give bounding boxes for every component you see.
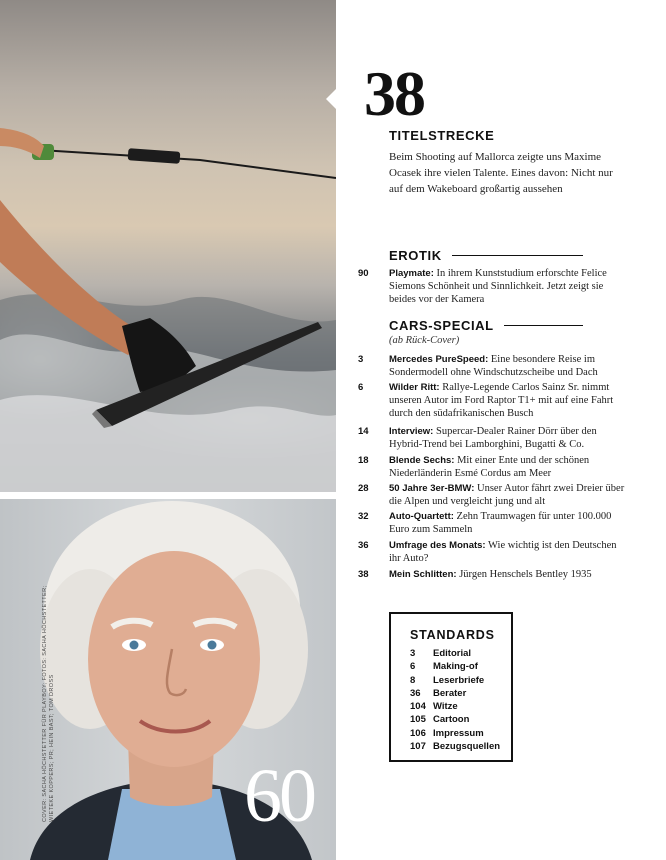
standards-item[interactable] [410, 727, 511, 740]
standards-item-page: 36 [410, 687, 421, 699]
toc-entry-keyword: Umfrage des Monats: [389, 540, 486, 551]
photo-credit [42, 585, 56, 822]
toc-entry[interactable] [358, 454, 628, 480]
toc-entry-keyword: Playmate: [389, 268, 434, 279]
standards-item[interactable] [410, 740, 511, 753]
toc-entry-page: 18 [358, 455, 369, 466]
standards-item-label: Impressum [433, 727, 484, 739]
toc-entry-keyword: 50 Jahre 3er-BMW: [389, 483, 475, 494]
toc-entry-keyword: Blende Sechs: [389, 455, 455, 466]
wakeboard-scene [0, 0, 336, 492]
toc-entry-text: Zehn Traumwagen für unter 100.000 Euro zum Sammeln [389, 511, 612, 535]
toc-entry-page: 14 [358, 426, 369, 437]
toc-entry-text: Mit einer Ente und der schönen Niederländerin Esmé Cordus am Meer [389, 455, 590, 479]
standards-item-label: Editorial [433, 648, 472, 659]
standards-title: STANDARDS [410, 628, 495, 642]
lead-title: TITELSTRECKE [389, 128, 495, 143]
standards-item-label: Leserbriefe [433, 674, 485, 686]
standards-item-page: 3 [410, 648, 416, 659]
standards-item-label: Bezugsquellen [433, 741, 501, 753]
toc-entry-text: Rallye-Legende Carlos Sainz Sr. nimmt unseren Autor im Ford Raptor T1+ mit auf eine Fahrt durch den südafrikanischen Busch [389, 382, 614, 419]
toc-entry-body [389, 539, 628, 565]
toc-entry-keyword: Mercedes PureSpeed: [389, 354, 489, 365]
standards-item[interactable] [410, 687, 511, 700]
standards-item-page: 105 [410, 714, 426, 726]
toc-entry-page: 3 [358, 354, 364, 365]
toc-entry[interactable] [358, 425, 628, 451]
toc-entry[interactable] [358, 381, 628, 420]
toc-entry-body [389, 381, 628, 420]
toc-entry-body [389, 267, 628, 306]
toc-entry-page: 32 [358, 511, 369, 522]
toc-entry[interactable] [358, 353, 628, 379]
toc-entry-body [389, 568, 628, 581]
standards-item-page: 106 [410, 727, 426, 739]
toc-entry[interactable] [358, 267, 628, 306]
toc-entry-text: Supercar-Dealer Rainer Dörr über den Hybrid-Trend bei Lamborghini, Bugatti & Co. [389, 426, 597, 450]
section-erotik-title: EROTIK [389, 248, 442, 263]
toc-entry-body [389, 425, 628, 451]
standards-box [389, 612, 513, 762]
toc-entry-body [389, 510, 628, 536]
toc-entry[interactable] [358, 482, 628, 508]
section-cars-note: (ab Rück-Cover) [389, 335, 460, 346]
section-cars-title: CARS-SPECIAL [389, 318, 494, 333]
section-rule [504, 325, 583, 326]
standards-item-label: Witze [433, 701, 458, 713]
toc-entry-page: 38 [358, 569, 369, 580]
standards-item[interactable] [410, 660, 511, 673]
standards-item-label: Berater [433, 687, 467, 699]
standards-item-page: 107 [410, 741, 426, 753]
toc-entry-text: Jürgen Henschels Bentley 1935 [456, 569, 592, 580]
photo-credit-line-1: COVER: SACHA HÖCHSTETTER FÜR PLAYBOY; FOTOS: SACHA HÖCHSTETTER; [42, 585, 48, 822]
lead-text: Beim Shooting auf Mallorca zeigte uns Maxime Ocasek ihre vielen Talente. Eines davon: Nicht nur auf dem Wakeboard großartig aussehen [389, 151, 613, 195]
standards-item-page: 6 [410, 661, 416, 673]
second-feature-page-number: 60 [244, 754, 314, 838]
standards-item-page: 8 [410, 674, 416, 686]
standards-item[interactable] [410, 713, 511, 726]
section-erotik-heading [389, 248, 583, 263]
toc-entry-page: 36 [358, 540, 369, 551]
toc-entry[interactable] [358, 539, 628, 565]
toc-entry-keyword: Interview: [389, 426, 434, 437]
standards-item[interactable] [410, 647, 511, 660]
toc-entry-page: 28 [358, 483, 369, 494]
photo-credit-line-2: WIETEKE KOPPERS; PR; HEIN BAST; TOM DROSS [49, 674, 55, 822]
standards-item-label: Making-of [433, 661, 478, 673]
toc-entry-body [389, 454, 628, 480]
toc-entry-body [389, 353, 628, 379]
lead-page-number: 38 [364, 58, 424, 129]
toc-entry-text: Wie wichtig ist den Deutschen ihr Auto? [389, 540, 617, 564]
toc-entry-text: Unser Autor fährt zwei Dreier über die Alpen und vergleicht jung und alt [389, 483, 625, 507]
toc-entry-page: 90 [358, 268, 369, 279]
wakeboard-photo [0, 0, 336, 492]
toc-entry-page: 6 [358, 382, 364, 393]
toc-entry-text: Eine besondere Reise im Sondermodell ohne Windschutzscheibe und Dach [389, 354, 598, 378]
page-notch [326, 88, 337, 110]
toc-entry-keyword: Wilder Ritt: [389, 382, 440, 393]
standards-item-page: 104 [410, 701, 426, 713]
photo-gutter [0, 492, 336, 499]
toc-entry-body [389, 482, 628, 508]
standards-item[interactable] [410, 700, 511, 713]
toc-entry-keyword: Mein Schlitten: [389, 569, 457, 580]
standards-item[interactable] [410, 674, 511, 687]
toc-entry-text: In ihrem Kunststudium erforschte Felice Siemons Schönheit und Sinnlichkeit. Jetzt zeigt sie beides vor der Kamera [389, 268, 607, 305]
standards-item-label: Cartoon [433, 714, 470, 726]
toc-entry[interactable] [358, 510, 628, 536]
section-rule [452, 255, 583, 256]
toc-entry-keyword: Auto-Quartett: [389, 511, 454, 522]
section-cars-heading [389, 318, 583, 333]
toc-entry[interactable] [358, 568, 628, 581]
